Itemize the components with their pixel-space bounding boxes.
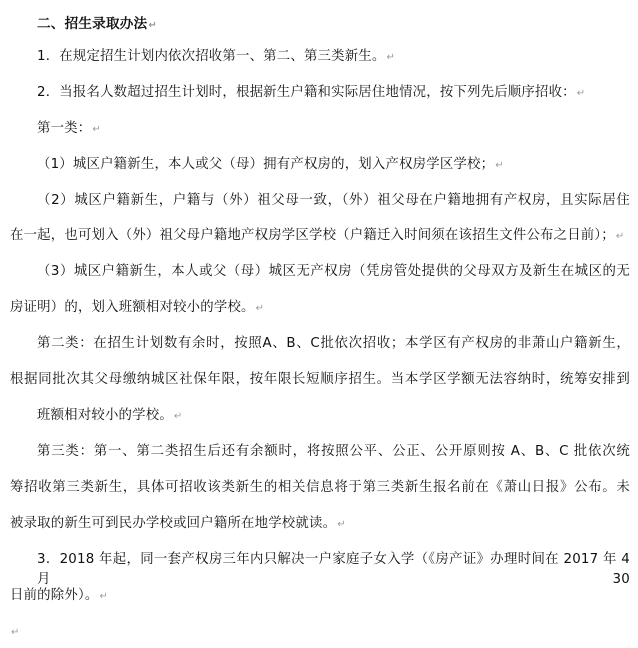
paragraph-mark-icon: ↵ <box>92 124 101 135</box>
document-line <box>10 226 630 247</box>
line-text: 第三类：第一、第二类招生后还有余额时，将按照公平、公正、公开原则按 A、B、C 批依次统 <box>37 444 630 459</box>
paragraph-mark-icon: ↵ <box>576 88 586 99</box>
line-text: 3．2018 年起，同一套产权房三年内只解决一户家庭子女入学（《房产证》办理时间在 2017 年 4 月 30 <box>37 552 630 587</box>
line-text: 在一起，也可划入（外）祖父母户籍地产权房学区学校（户籍迁入时间须在该招生文件公布之日前）； <box>10 228 615 243</box>
paragraph-mark-icon: ↵ <box>255 303 265 314</box>
document-line <box>10 298 630 319</box>
document-line <box>10 514 630 535</box>
document-line <box>10 370 630 390</box>
line-text: （3）城区户籍新生，本人或父（母）城区无产权房（凭房管处提供的父母双方及新生在城区的无 <box>37 264 630 279</box>
document-line <box>37 334 630 354</box>
paragraph-mark-icon: ↵ <box>386 52 396 63</box>
paragraph-mark-icon: ↵ <box>148 20 157 31</box>
document-line <box>37 262 630 282</box>
line-text: 第一类： <box>37 121 92 136</box>
line-text: 筹招收第三类新生，具体可招收该类新生的相关信息将于第三类新生报名前在《萧山日报》公布。未 <box>10 480 630 495</box>
line-text: 被录取的新生可到民办学校或回户籍所在地学校就读。 <box>10 516 337 531</box>
document-line <box>10 622 630 643</box>
line-text: 二、招生录取办法 <box>37 16 148 32</box>
document-line <box>37 155 630 176</box>
paragraph-mark-icon: ↵ <box>99 591 109 602</box>
line-text: 2．当报名人数超过招生计划时，根据新生户籍和实际居住地情况，按下列先后顺序招收： <box>37 85 576 100</box>
line-text: 1．在规定招生计划内依次招收第一、第二、第三类新生。 <box>37 49 386 64</box>
document-line <box>37 119 630 140</box>
line-text: 根据同批次其父母缴纳城区社保年限，按年限长短顺序招生。当本学区学额无法容纳时，统筹安排到 <box>10 372 630 387</box>
document-line <box>10 478 630 498</box>
line-text: （1）城区户籍新生，本人或父（母）拥有产权房的，划入产权房学区学校； <box>37 157 495 172</box>
line-text: 班额相对较小的学校。 <box>37 408 173 423</box>
document-line <box>37 550 630 590</box>
paragraph-mark-icon: ↵ <box>615 231 625 242</box>
paragraph-mark-icon: ↵ <box>11 627 20 638</box>
line-text: （2）城区户籍新生，户籍与（外）祖父母一致，（外）祖父母在户籍地拥有产权房，且实际居住 <box>37 193 630 208</box>
paragraph-mark-icon: ↵ <box>173 411 183 422</box>
line-text: 第二类：在招生计划数有余时，按照A、B、C批依次招收；本学区有产权房的非萧山户籍新生， <box>37 336 630 351</box>
document-line <box>37 83 630 104</box>
paragraph-mark-icon: ↵ <box>337 519 346 530</box>
document-line <box>37 47 630 68</box>
document-line <box>10 586 630 607</box>
document-line <box>37 191 630 211</box>
line-text: 日前的除外）。 <box>10 588 99 603</box>
document-line <box>37 406 630 427</box>
document-line <box>37 442 630 462</box>
line-text: 房证明）的，划入班额相对较小的学校。 <box>10 300 255 315</box>
paragraph-mark-icon: ↵ <box>495 160 504 171</box>
document-line <box>37 14 630 36</box>
